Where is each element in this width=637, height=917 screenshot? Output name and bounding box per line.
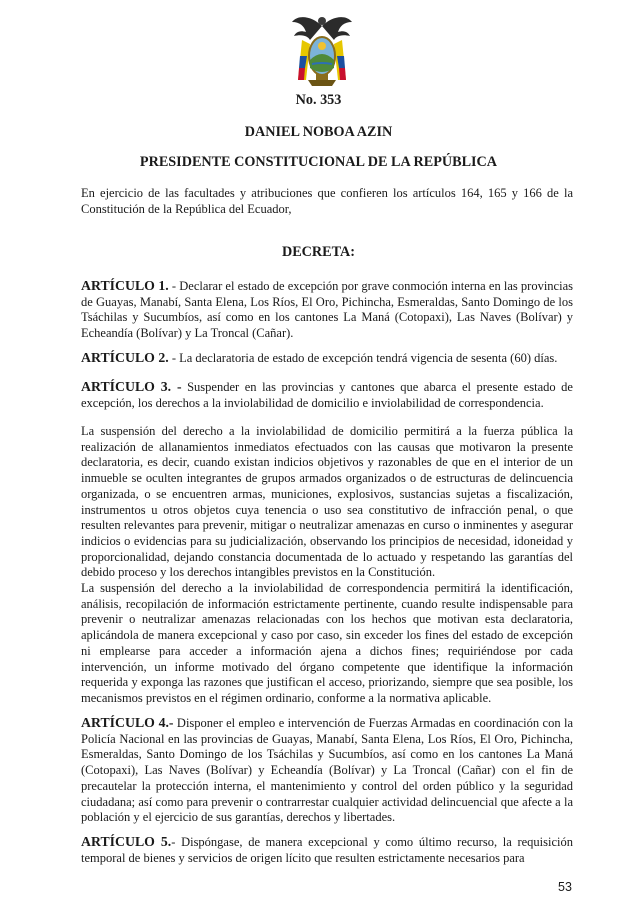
article-5-text: - Dispóngase, de manera excepcional y como último recurso, la requisición temporal de bienes y servicios de origen lícito que resulten estrictamente necesarios para: [81, 835, 573, 865]
article-4-text: Disponer el empleo e intervención de Fuerzas Armadas en coordinación con la Policía Nacional en las provincias de Guayas, Manabí, Santa Elena, Los Ríos, El Oro, Pichincha, Esmeraldas, Santo Domingo de los Tsáchilas y Sucumbíos, así como en los cantones La Maná (Cotopaxi), Las Naves (Bolívar) y Echeandía (Bolívar) y La Troncal (Cañar) con el fin de precautelar la protección interna, el mantenimiento y control del orden público y la seguridad ciudadana; así como para prevenir o contrarrestar cualquier actividad delincuencial que afecte a la población y el ejercicio de sus garantías, derechos y libertades.: [81, 716, 573, 825]
paragraph-domicilio-text: La suspensión del derecho a la inviolabilidad de domicilio permitirá a la fuerza pública la realización de allanamientos inmediatos efectuados con las causas que motivaron la presente declaratoria, es decir, cuando existan indicios objetivos y razonables de que en el interior de un inmueble se oculten integrantes de grupos armados organizados o de estructuras de delincuencia organizada, o se encuentren armas, municiones, explosivos, sustancias sujetas a fiscalización, instrumentos u otros objetos cuya tenencia o uso sea constitutivo de infracción penal, o que resulten relevantes para prevenir, mitigar o neutralizar amenazas en curso o inminentes y asegurar indicios o evidencias para su judicialización, observando los principios de necesidad, idoneidad y proporcionalidad, dejando constancia documentada de lo actuado y respetando las garantías del debido proceso y los derechos intangibles previstos en la Constitución.: [81, 424, 573, 580]
president-name: DANIEL NOBOA AZIN: [244, 124, 393, 140]
article-1-text: - Declarar el estado de excepción por grave conmoción interna en las provincias de Guayas, Manabí, Santa Elena, Los Ríos, El Oro, Pichincha, Esmeraldas, Santo Domingo de los Tsáchilas y Sucumbíos, así como en los cantones La Maná (Cotopaxi), Las Naves (Bolívar) y Echeandía (Bolívar) y La Troncal (Cañar).: [81, 279, 573, 341]
article-1-label: ARTÍCULO 1.: [81, 278, 169, 293]
article-2-label: ARTÍCULO 2.: [81, 350, 169, 365]
preamble: [81, 186, 573, 217]
article-5-label: ARTÍCULO 5.: [81, 834, 172, 849]
article-4: [81, 715, 573, 826]
president-title: PRESIDENTE CONSTITUCIONAL DE LA REPÚBLICA: [139, 154, 498, 170]
article-3: [81, 379, 573, 411]
article-3-text: Suspender en las provincias y cantones que abarca el presente estado de excepción, los derechos a la inviolabilidad de domicilio e inviolabilidad de correspondencia.: [81, 380, 573, 410]
coat-of-arms-icon: [290, 10, 354, 88]
preamble-text: En ejercicio de las facultades y atribuciones que confieren los artículos 164, 165 y 166 de la Constitución de la República del Ecuador,: [81, 186, 573, 216]
page-number: 53: [558, 880, 572, 894]
paragraph-correspondencia-text: La suspensión del derecho a la inviolabilidad de correspondencia permitirá la identificación, análisis, recopilación de información estrictamente pertinente, cuando resulte indispensable para prevenir o neutralizar amenazas relacionadas con los hechos que motivan esta declaratoria, aplicándola de manera excepcional y caso por caso, sin exceder los fines del estado de excepción ni emplearse para acceder a información ajena a dichos fines; requiriéndose por cada intervención, un informe motivado del órgano competente que identifique la información requerida y exponga las razones que justifican el acceso, priorizando, siempre que sea posible, los mecanismos previstos en el régimen ordinario, conforme a la normativa aplicable.: [81, 581, 573, 705]
article-2-text: - La declaratoria de estado de excepción tendrá vigencia de sesenta (60) días.: [168, 351, 558, 365]
article-4-label: ARTÍCULO 4.-: [81, 715, 174, 730]
article-5: [81, 834, 573, 866]
article-2: [81, 350, 573, 367]
article-1: [81, 278, 573, 342]
paragraph-correspondencia: [81, 581, 573, 707]
decree-number: No. 353: [295, 92, 342, 108]
article-3-label: ARTÍCULO 3. -: [81, 379, 182, 394]
paragraph-domicilio: [81, 424, 573, 581]
decreta-heading: DECRETA:: [281, 244, 356, 260]
